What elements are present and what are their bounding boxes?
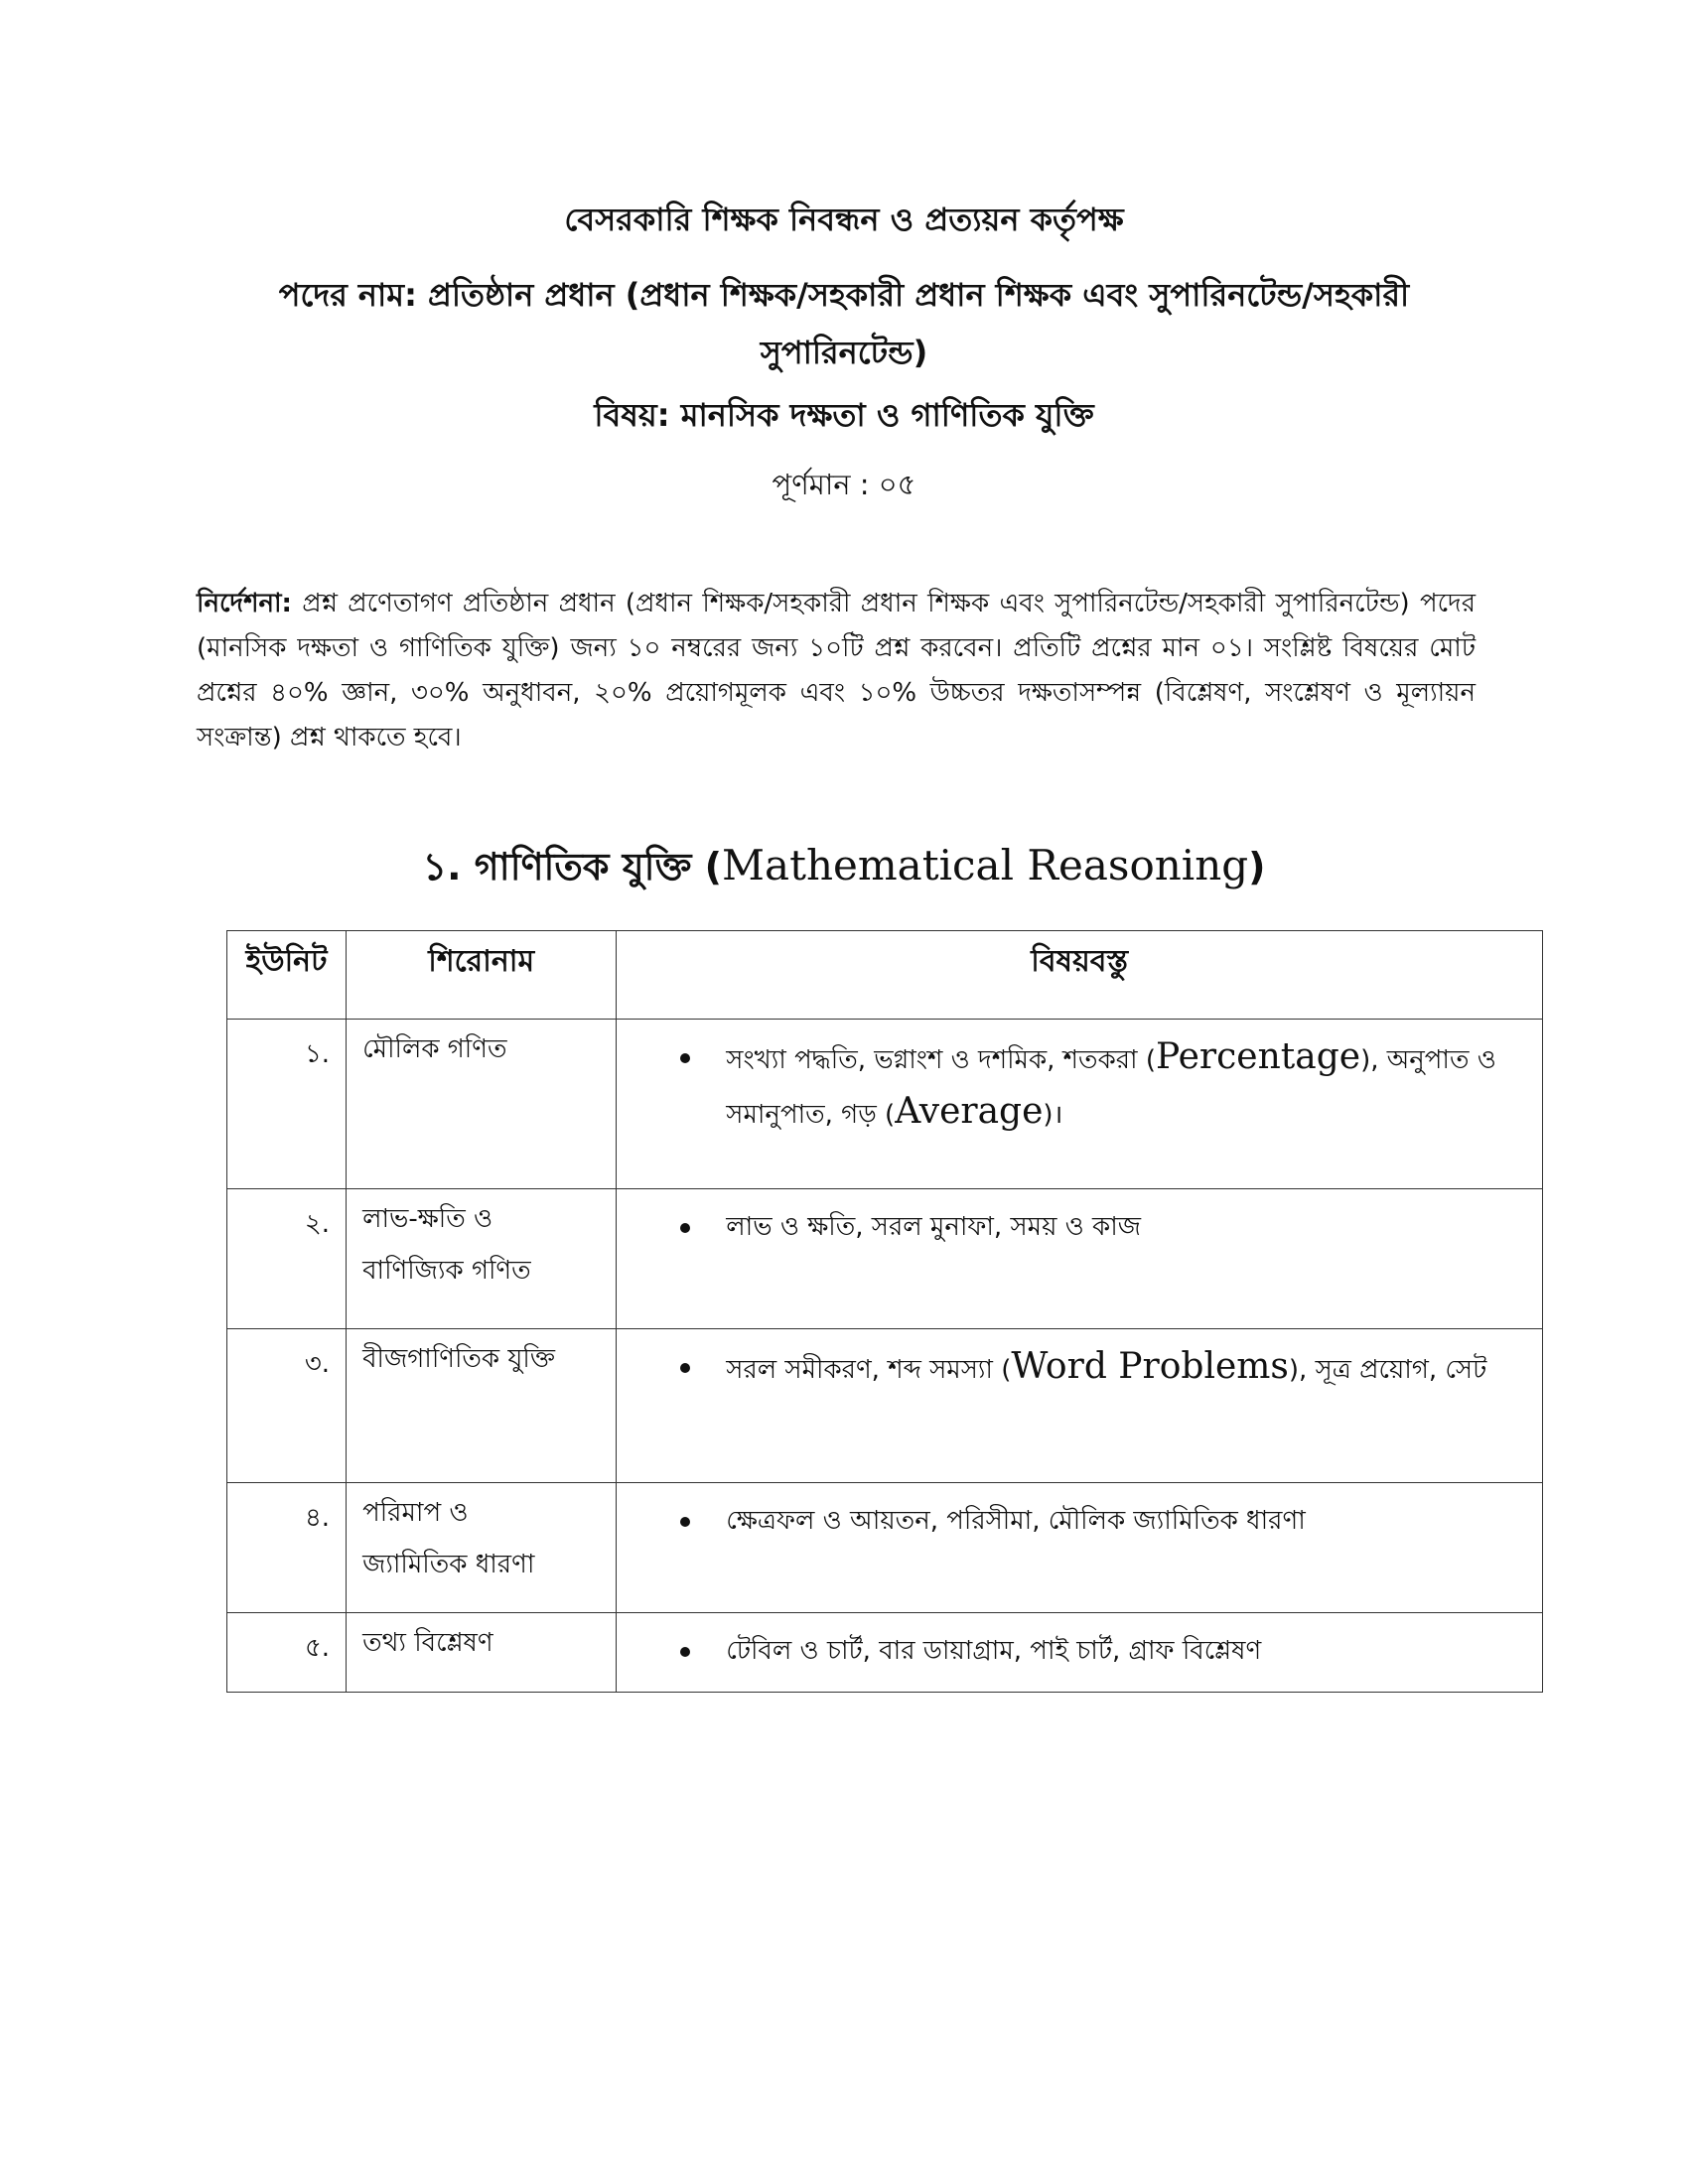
content-part: ), অনুপাত ও সমানুপাত, গড় ( bbox=[726, 1045, 1496, 1130]
row-title-line: লাভ-ক্ষতি ও bbox=[362, 1204, 493, 1234]
table-row bbox=[227, 1483, 1543, 1613]
row-title bbox=[347, 1613, 617, 1693]
row-content bbox=[617, 1613, 1543, 1693]
section-heading-bn: ১. গাণিতিক যুক্তি ( bbox=[422, 845, 723, 888]
content-term-en: Percentage bbox=[1156, 1036, 1361, 1077]
row-title-line: বীজগাণিতিক যুক্তি bbox=[362, 1344, 556, 1374]
row-content bbox=[617, 1329, 1543, 1483]
table-row bbox=[227, 1613, 1543, 1693]
instructions-text: প্রশ্ন প্রণেতাগণ প্রতিষ্ঠান প্রধান (প্রধান শিক্ষক/সহকারী প্রধান শিক্ষক এবং সুপারিনটেন্ড/সহকারী সুপারিনটেন্ড) পদের (মানসিক দক্ষতা ও গাণিতিক যুক্তি) জন্য ১০ নম্বরের জন্য ১০টি প্রশ্ন করবেন। প্রতিটি প্রশ্নের মান ০১। সংশ্লিষ্ট বিষয়ের মোট প্রশ্নের ৪০% জ্ঞান, ৩০% অনুধাবন, ২০% প্রয়োগমূলক এবং ১০% উচ্চতর দক্ষতাসম্পন্ন (বিশ্লেষণ, সংশ্লেষণ ও মূল্যায়ন সংক্রান্ত) প্রশ্ন থাকতে হবে। bbox=[197, 589, 1477, 752]
organization-title: বেসরকারি শিক্ষক নিবন্ধন ও প্রত্যয়ন কর্তৃপক্ষ bbox=[564, 201, 1124, 238]
subject-title: বিষয়: মানসিক দক্ষতা ও গাণিতিক যুক্তি bbox=[594, 396, 1094, 434]
row-content bbox=[617, 1189, 1543, 1329]
row-content bbox=[617, 1020, 1543, 1189]
content-part: সংখ্যা পদ্ধতি, ভগ্নাংশ ও দশমিক, শতকরা ( bbox=[726, 1045, 1157, 1075]
instructions-paragraph bbox=[197, 582, 1476, 760]
row-unit: ১. bbox=[227, 1020, 347, 1189]
section-heading bbox=[0, 838, 1688, 901]
row-unit: ৩. bbox=[227, 1329, 347, 1483]
row-content-text: ক্ষেত্রফল ও আয়তন, পরিসীমা, মৌলিক জ্যামিতিক ধারণা bbox=[726, 1506, 1306, 1536]
row-title-line: জ্যামিতিক ধারণা bbox=[362, 1550, 535, 1579]
row-content-text bbox=[686, 1031, 1522, 1141]
row-title-line: মৌলিক গণিত bbox=[362, 1034, 507, 1064]
full-marks: পূর্ণমান : ০৫ bbox=[772, 468, 916, 501]
syllabus-table bbox=[226, 930, 1543, 1693]
header-title: শিরোনাম bbox=[347, 931, 617, 1020]
row-content-text: লাভ ও ক্ষতি, সরল মুনাফা, সময় ও কাজ bbox=[726, 1212, 1142, 1242]
content-part: সরল সমীকরণ, শব্দ সমস্যা ( bbox=[726, 1355, 1012, 1385]
row-title bbox=[347, 1020, 617, 1189]
row-title bbox=[347, 1329, 617, 1483]
content-part: )। bbox=[1043, 1100, 1063, 1130]
post-name: পদের নাম: প্রতিষ্ঠান প্রধান (প্রধান শিক্ষক/সহকারী প্রধান শিক্ষক এবং সুপারিনটেন্ড/সহকারী সুপারিনটেন্ড) bbox=[278, 276, 1410, 371]
row-content bbox=[617, 1483, 1543, 1613]
section-heading-close: ) bbox=[1248, 845, 1266, 888]
content-term-en: Average bbox=[895, 1091, 1044, 1132]
row-title-line: বাণিজ্যিক গণিত bbox=[362, 1256, 531, 1286]
row-content-text: টেবিল ও চার্ট, বার ডায়াগ্রাম, পাই চার্ট, গ্রাফ বিশ্লেষণ bbox=[726, 1636, 1262, 1666]
instructions-label: নির্দেশনা: bbox=[197, 589, 292, 618]
content-term-en: Word Problems bbox=[1011, 1346, 1289, 1387]
row-title bbox=[347, 1483, 617, 1613]
table-header-row bbox=[227, 931, 1543, 1020]
row-title-line: পরিমাপ ও bbox=[362, 1498, 469, 1528]
row-title bbox=[347, 1189, 617, 1329]
content-part: ), সূত্র প্রয়োগ, সেট bbox=[1288, 1355, 1487, 1385]
row-content-text bbox=[686, 1341, 1522, 1396]
row-unit: ২. bbox=[227, 1189, 347, 1329]
header-content: বিষয়বস্তু bbox=[617, 931, 1543, 1020]
section-heading-en: Mathematical Reasoning bbox=[722, 841, 1249, 889]
header-unit: ইউনিট bbox=[227, 931, 347, 1020]
table-row bbox=[227, 1020, 1543, 1189]
table-row bbox=[227, 1189, 1543, 1329]
row-unit: ৫. bbox=[227, 1613, 347, 1693]
table-row bbox=[227, 1329, 1543, 1483]
row-title-line: তথ্য বিশ্লেষণ bbox=[362, 1628, 493, 1658]
row-unit: ৪. bbox=[227, 1483, 347, 1613]
